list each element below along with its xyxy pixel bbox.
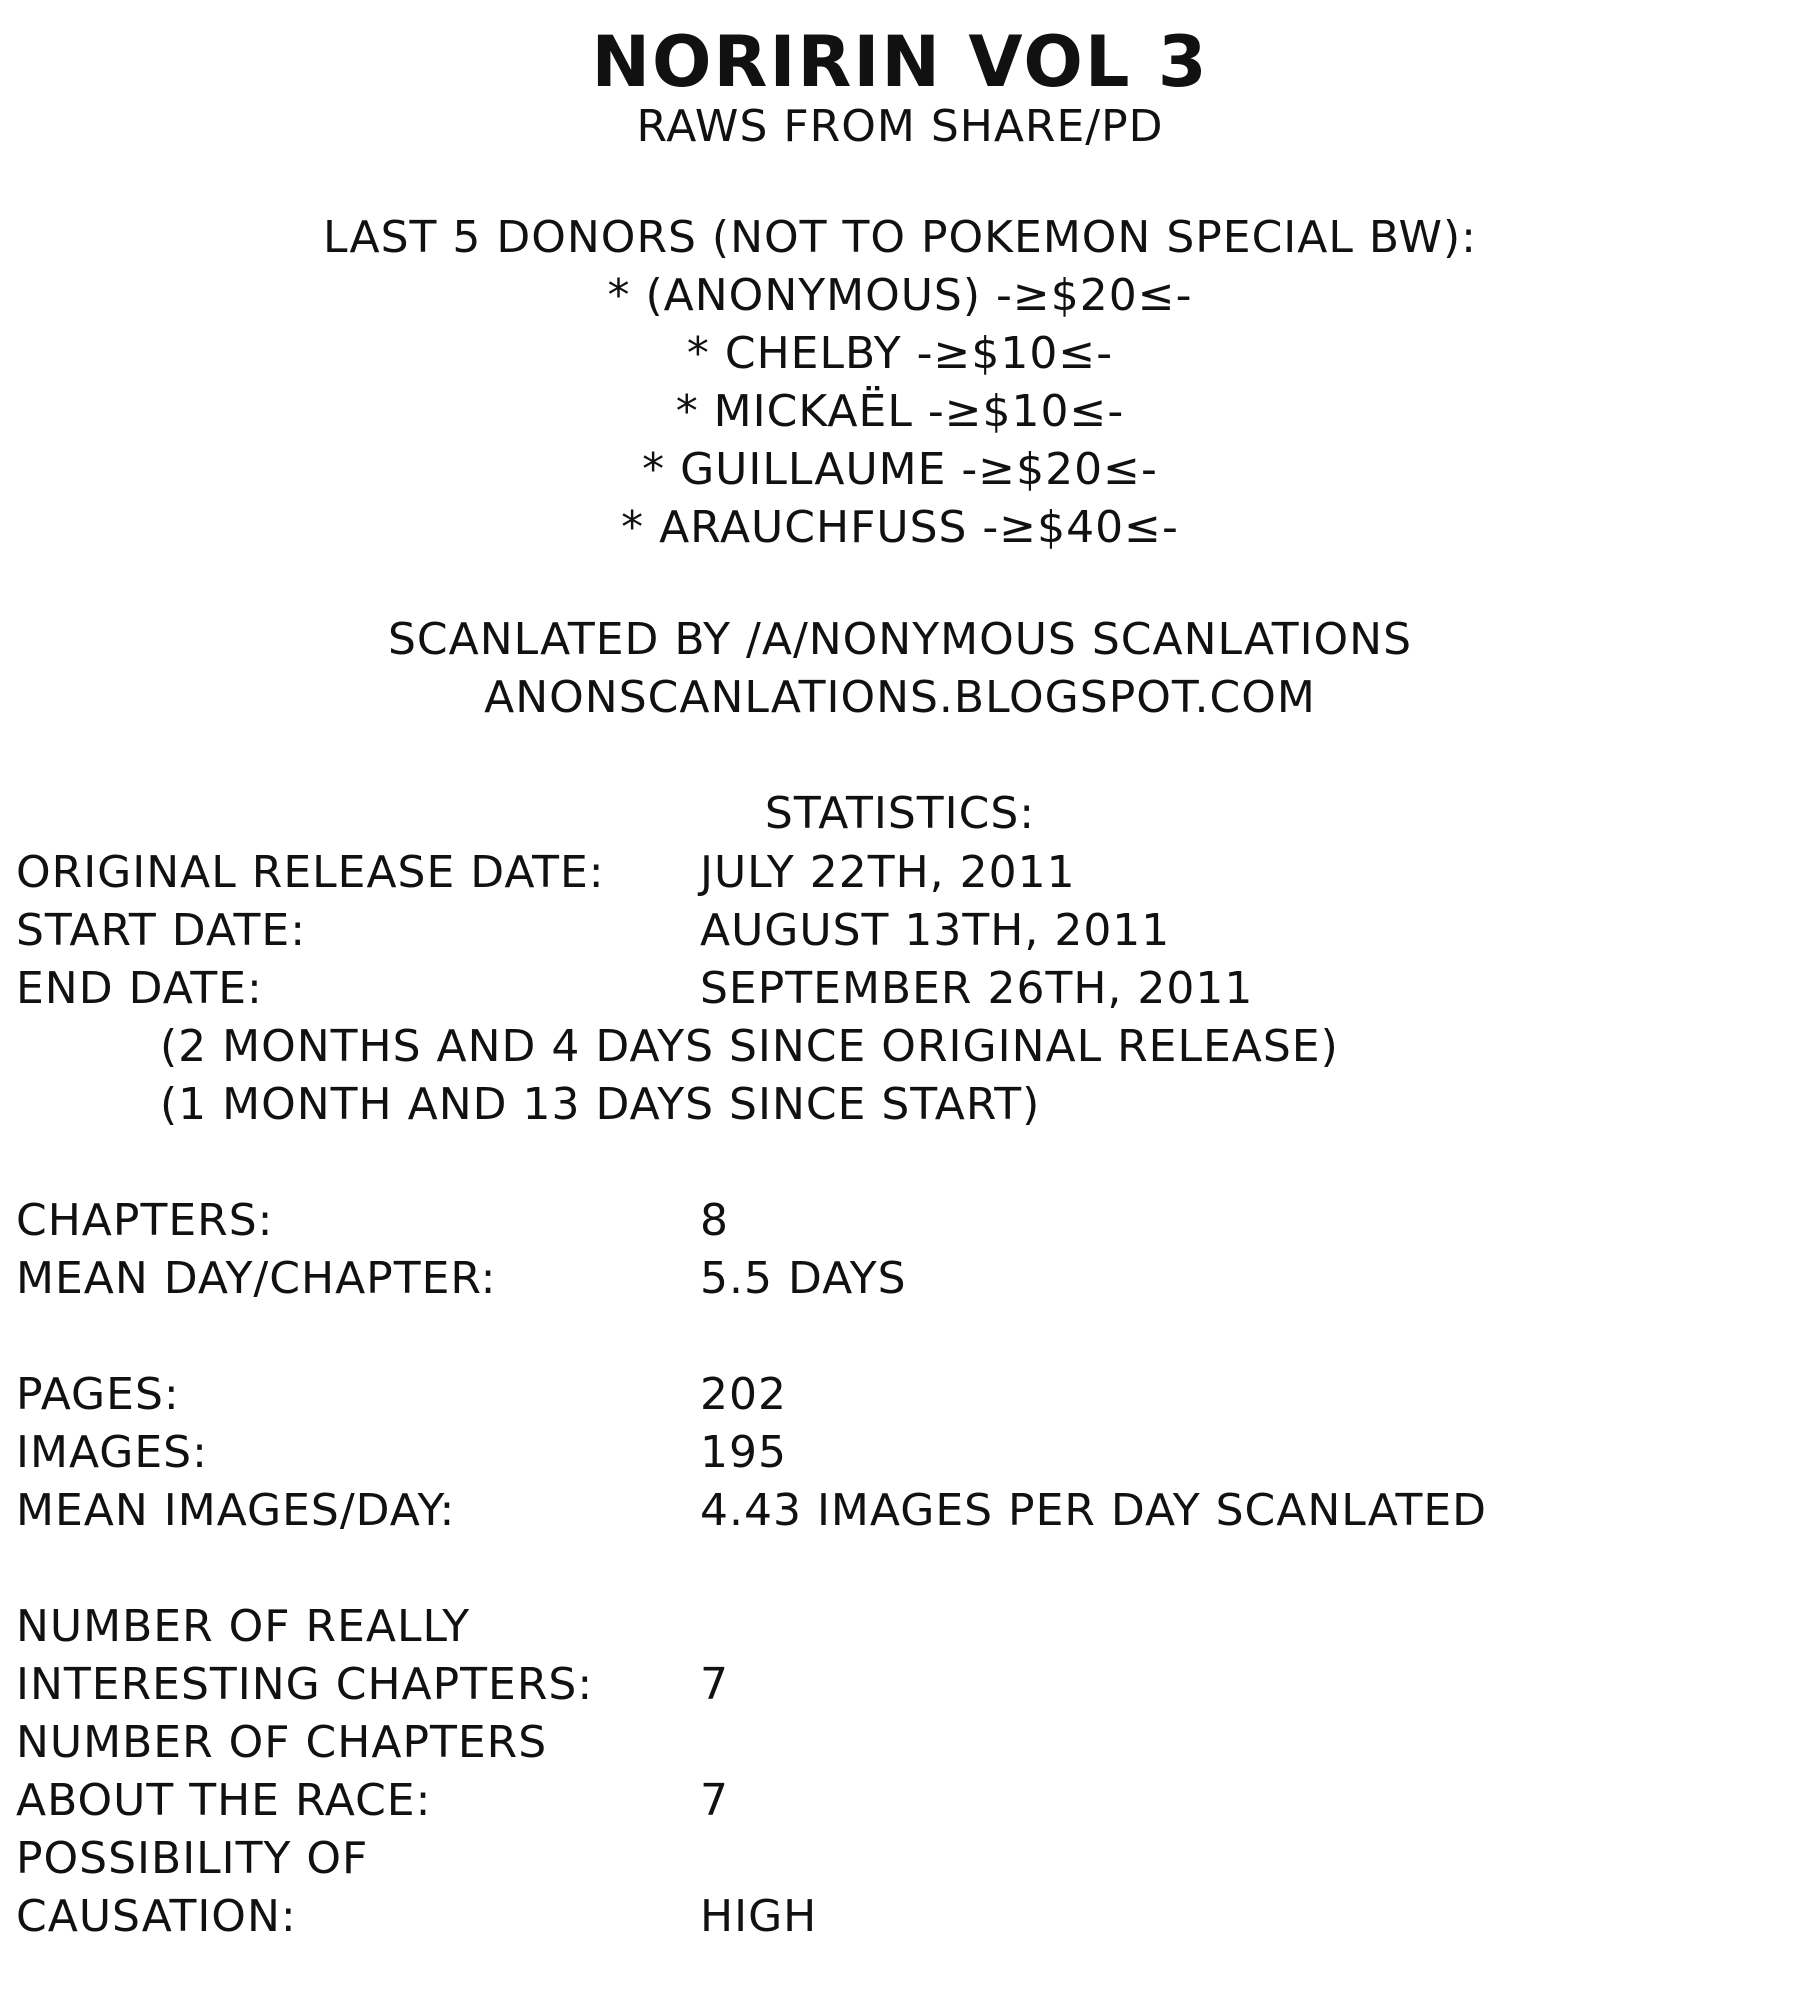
statistics-heading: STATISTICS: (764, 788, 1036, 839)
stat-label: CHAPTERS: (16, 1195, 274, 1246)
stat-label: NUMBER OF REALLY (16, 1601, 471, 1652)
stat-value: SEPTEMBER 26TH, 2011 (700, 963, 1254, 1014)
donor-item: * ARAUCHFUSS -≥$40≤- (621, 502, 1179, 553)
stat-label: IMAGES: (16, 1427, 208, 1478)
stat-row (16, 1830, 1796, 1888)
stat-value: 5.5 DAYS (700, 1253, 907, 1304)
stat-label: PAGES: (16, 1369, 180, 1420)
stat-row (16, 1772, 1796, 1830)
donor-item: * GUILLAUME -≥$20≤- (642, 444, 1158, 495)
stat-row (16, 1888, 1796, 1946)
donor-item: * MICKAËL -≥$10≤- (675, 386, 1125, 437)
since-release-note: (2 MONTHS AND 4 DAYS SINCE ORIGINAL RELEASE) (160, 1021, 1339, 1072)
stat-label: CAUSATION: (16, 1891, 297, 1942)
stat-label: END DATE: (16, 963, 263, 1014)
donors-heading: LAST 5 DONORS (NOT TO POKEMON SPECIAL BW): (322, 212, 1477, 263)
stat-label: START DATE: (16, 905, 307, 956)
stat-value: 7 (700, 1659, 729, 1710)
stat-row (16, 1656, 1796, 1714)
stat-label: NUMBER OF CHAPTERS (16, 1717, 548, 1768)
stat-row (16, 902, 1796, 960)
stat-label: INTERESTING CHAPTERS: (16, 1659, 594, 1710)
stat-value: 195 (700, 1427, 787, 1478)
stat-label: ABOUT THE RACE: (16, 1775, 432, 1826)
since-start-note: (1 MONTH AND 13 DAYS SINCE START) (160, 1079, 1041, 1130)
stat-value: 8 (700, 1195, 729, 1246)
stat-value: 7 (700, 1775, 729, 1826)
stat-value: AUGUST 13TH, 2011 (700, 905, 1171, 956)
stat-value: 202 (700, 1369, 787, 1420)
stat-row (16, 844, 1796, 902)
stat-row (16, 960, 1796, 1018)
raws-source: RAWS FROM SHARE/PD (636, 101, 1164, 152)
stat-label: MEAN IMAGES/DAY: (16, 1485, 456, 1536)
stat-row (16, 1366, 1796, 1424)
stat-row (16, 1424, 1796, 1482)
stat-label: MEAN DAY/CHAPTER: (16, 1253, 497, 1304)
stat-row (16, 1482, 1796, 1540)
page-title: NORIRIN VOL 3 (591, 21, 1209, 103)
stat-row (16, 1598, 1796, 1656)
stat-row (16, 1192, 1796, 1250)
stat-label: POSSIBILITY OF (16, 1833, 369, 1884)
stat-value: 4.43 IMAGES PER DAY SCANLATED (700, 1485, 1488, 1536)
stat-value: JULY 22TH, 2011 (700, 847, 1076, 898)
scanlated-by: SCANLATED BY /A/NONYMOUS SCANLATIONS (387, 614, 1413, 665)
stat-label: ORIGINAL RELEASE DATE: (16, 847, 605, 898)
donor-item: * CHELBY -≥$10≤- (686, 328, 1114, 379)
donor-item: * (ANONYMOUS) -≥$20≤- (607, 270, 1193, 321)
stat-row (16, 1250, 1796, 1308)
stat-row (16, 1714, 1796, 1772)
stat-value: HIGH (700, 1891, 818, 1942)
website-link: ANONSCANLATIONS.BLOGSPOT.COM (484, 672, 1316, 723)
